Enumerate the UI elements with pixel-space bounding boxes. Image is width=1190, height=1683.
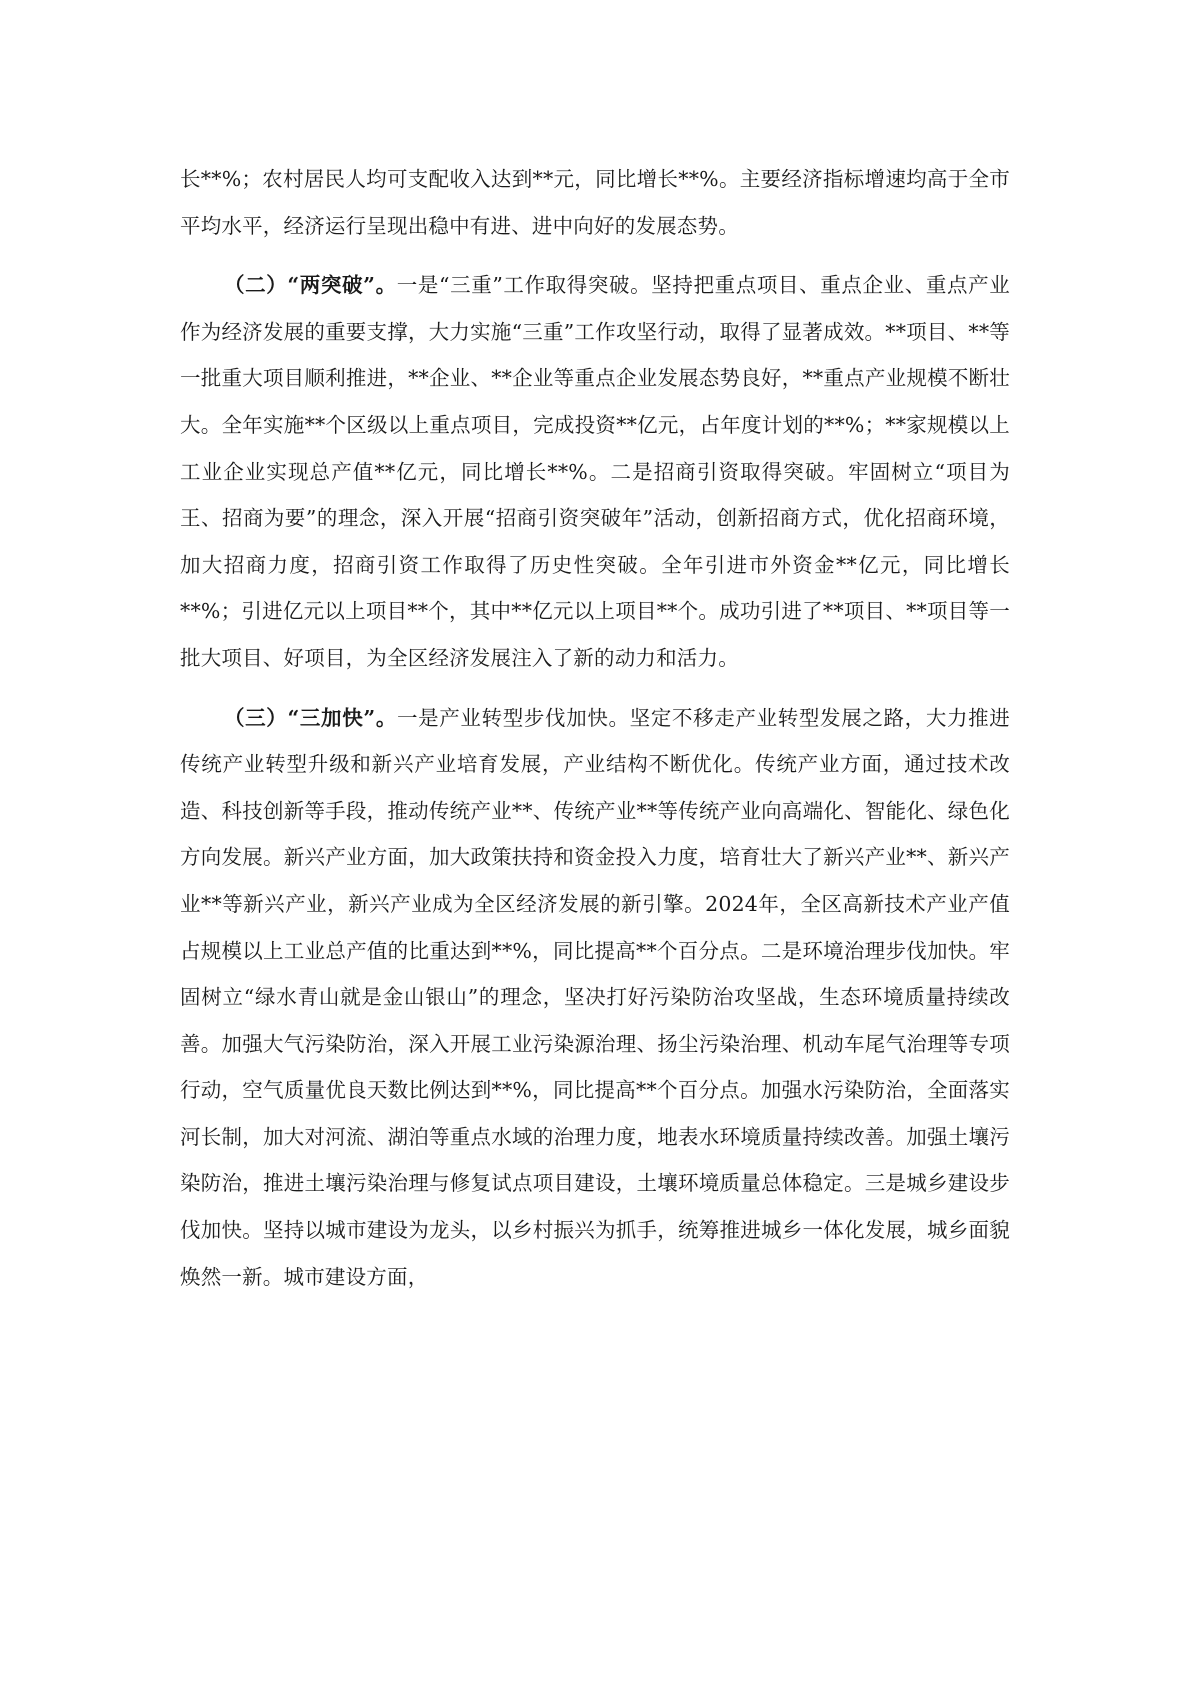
document-body xyxy=(180,156,1010,1313)
paragraph-text: 一是“三重”工作取得突破。坚持把重点项目、重点企业、重点产业作为经济发展的重要支撑，大力实施“三重”工作攻坚行动，取得了显著成效。**项目、**等一批重大项目顺利推进，**企业、**企业等重点企业发展态势良好，**重点产业规模不断壮大。全年实施**个区级以上重点项目，完成投资**亿元，占年度计划的**%；**家规模以上工业企业实现总产值**亿元，同比增长**%。二是招商引资取得突破。牢固树立“项目为王、招商为要”的理念，深入开展“招商引资突破年”活动，创新招商方式，优化招商环境，加大招商力度，招商引资工作取得了历史性突破。全年引进市外资金**亿元，同比增长**%；引进亿元以上项目**个，其中**亿元以上项目**个。成功引进了**项目、**项目等一批大项目、好项目，为全区经济发展注入了新的动力和活力。 xyxy=(180,273,1010,670)
paragraph-heading: （二）“两突破”。 xyxy=(224,273,397,298)
paragraph-heading: （三）“三加快”。 xyxy=(224,705,397,730)
paragraph-three-accelerations xyxy=(180,695,1010,1301)
paragraph-economic-summary xyxy=(180,156,1010,249)
paragraph-two-breakthroughs xyxy=(180,262,1010,681)
paragraph-text: 一是产业转型步伐加快。坚定不移走产业转型发展之路，大力推进传统产业转型升级和新兴产业培育发展，产业结构不断优化。传统产业方面，通过技术改造、科技创新等手段，推动传统产业**、传统产业**等传统产业向高端化、智能化、绿色化方向发展。新兴产业方面，加大政策扶持和资金投入力度，培育壮大了新兴产业**、新兴产业**等新兴产业，新兴产业成为全区经济发展的新引擎。2024年，全区高新技术产业产值占规模以上工业总产值的比重达到**%，同比提高**个百分点。二是环境治理步伐加快。牢固树立“绿水青山就是金山银山”的理念，坚决打好污染防治攻坚战，生态环境质量持续改善。加强大气污染防治，深入开展工业污染源治理、扬尘污染治理、机动车尾气治理等专项行动，空气质量优良天数比例达到**%，同比提高**个百分点。加强水污染防治，全面落实河长制，加大对河流、湖泊等重点水域的治理力度，地表水环境质量持续改善。加强土壤污染防治，推进土壤污染治理与修复试点项目建设，土壤环境质量总体稳定。三是城乡建设步伐加快。坚持以城市建设为龙头，以乡村振兴为抓手，统筹推进城乡一体化发展，城乡面貌焕然一新。城市建设方面， xyxy=(180,705,1010,1289)
paragraph-text: 长**%；农村居民人均可支配收入达到**元，同比增长**%。主要经济指标增速均高于全市平均水平，经济运行呈现出稳中有进、进中向好的发展态势。 xyxy=(180,167,1010,238)
